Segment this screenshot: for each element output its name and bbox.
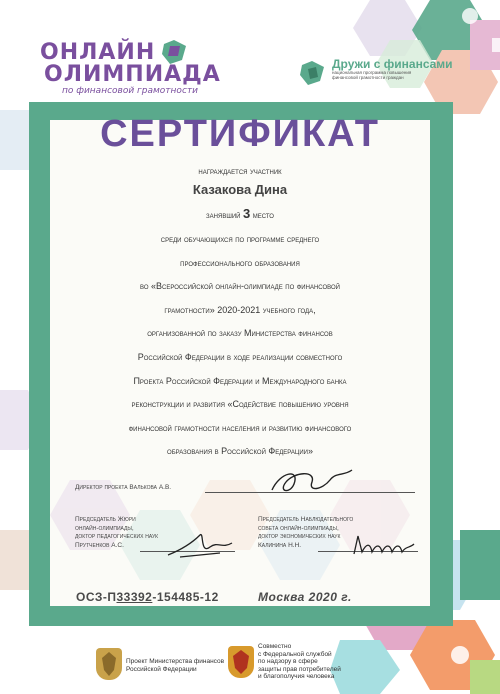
place-line [70, 206, 410, 221]
partner-logo-title: Дружи с финансами [332, 57, 453, 71]
certificate-title: СЕРТИФИКАТ [100, 113, 380, 155]
participant-name: Казакова Дина [192, 182, 288, 197]
body-line: профессионального образования [180, 257, 300, 268]
rospotreb-text-line: и благополучия человека [258, 673, 335, 680]
minfin-text [126, 658, 236, 673]
registration-number [76, 590, 219, 604]
rospotreb-text [258, 643, 368, 681]
registration-suffix: -154485-12 [152, 590, 219, 604]
rospotreb-text-line: по надзору в сфере [258, 658, 318, 665]
olympiad-logo-line2: ОЛИМПИАДА [44, 62, 221, 87]
body-line: во «Всероссийской онлайн-олимпиаде по финансовой [140, 281, 340, 292]
olympiad-logo-line1: ОНЛАЙН [40, 40, 156, 65]
board-chair-line: Председатель Наблюдательного [258, 516, 354, 523]
jury-chair-line: доктор педагогических наук [75, 533, 159, 540]
minfin-text-line: Проект Министерства финансов [126, 658, 225, 665]
partner-logo-mark-icon [300, 61, 328, 89]
place-suffix: место [252, 210, 274, 220]
registration-underlined: 33392 [116, 590, 153, 604]
awarded-label: награждается участник [198, 166, 282, 176]
board-chair-line: совета онлайн-олимпиады, [258, 524, 339, 532]
rospotreb-text-line: с Федеральной службой [258, 650, 332, 658]
rospotreb-text-line: Совместно [258, 643, 292, 650]
body-line: реконструкции и развития «Содействие повышению уровня [131, 399, 349, 410]
minfin-emblem-icon [96, 648, 122, 680]
place-prefix: занявший [206, 210, 241, 220]
body-line: образования в Российской Федерации» [167, 446, 313, 457]
jury-chair-line: онлайн-олимпиады, [75, 524, 134, 532]
rospotreb-text-line: защиты прав потребителей [258, 665, 341, 673]
body-line: организованной по заказу Министерства финансов [147, 328, 333, 339]
jury-chair-line: Прутченков А.С. [75, 541, 124, 549]
minfin-text-line: Российской Федерации [126, 665, 197, 673]
body-line: Российской Федерации в ходе реализации совместного [137, 351, 343, 362]
board-chair-line: Калинина Н.Н. [258, 541, 302, 549]
olympiad-logo-subtitle: по финансовой грамотности [62, 86, 198, 96]
director-signature [260, 462, 360, 502]
registration-prefix: ОСЗ-П [76, 590, 117, 604]
jury-chair-signature [160, 525, 240, 565]
jury-chair-line: Председатель Жюри [75, 516, 136, 523]
body-line: финансовой грамотности населения и развитию финансового [128, 422, 352, 433]
partner-logo [300, 55, 453, 100]
board-chair-line: доктор экономических наук [258, 533, 341, 540]
place-number: 3 [242, 206, 251, 221]
rospotreb-emblem-icon [228, 646, 254, 678]
olympiad-logo-mark-icon [160, 38, 190, 68]
body-line: среди обучающихся по программе среднего [160, 234, 320, 244]
partner-logo-subtitle: национальная программа повышения финансовой грамотности граждан [332, 70, 412, 80]
body-line: Проекта Российской Федерации и Международного банка [133, 375, 347, 386]
board-chair-signature [348, 530, 418, 560]
certificate-body [70, 228, 410, 464]
body-line: грамотности» 2020-2021 учебного года, [164, 304, 316, 315]
director-label: Директор проекта Валькова А.В. [75, 484, 172, 491]
place-date: Москва 2020 г. [258, 590, 352, 604]
